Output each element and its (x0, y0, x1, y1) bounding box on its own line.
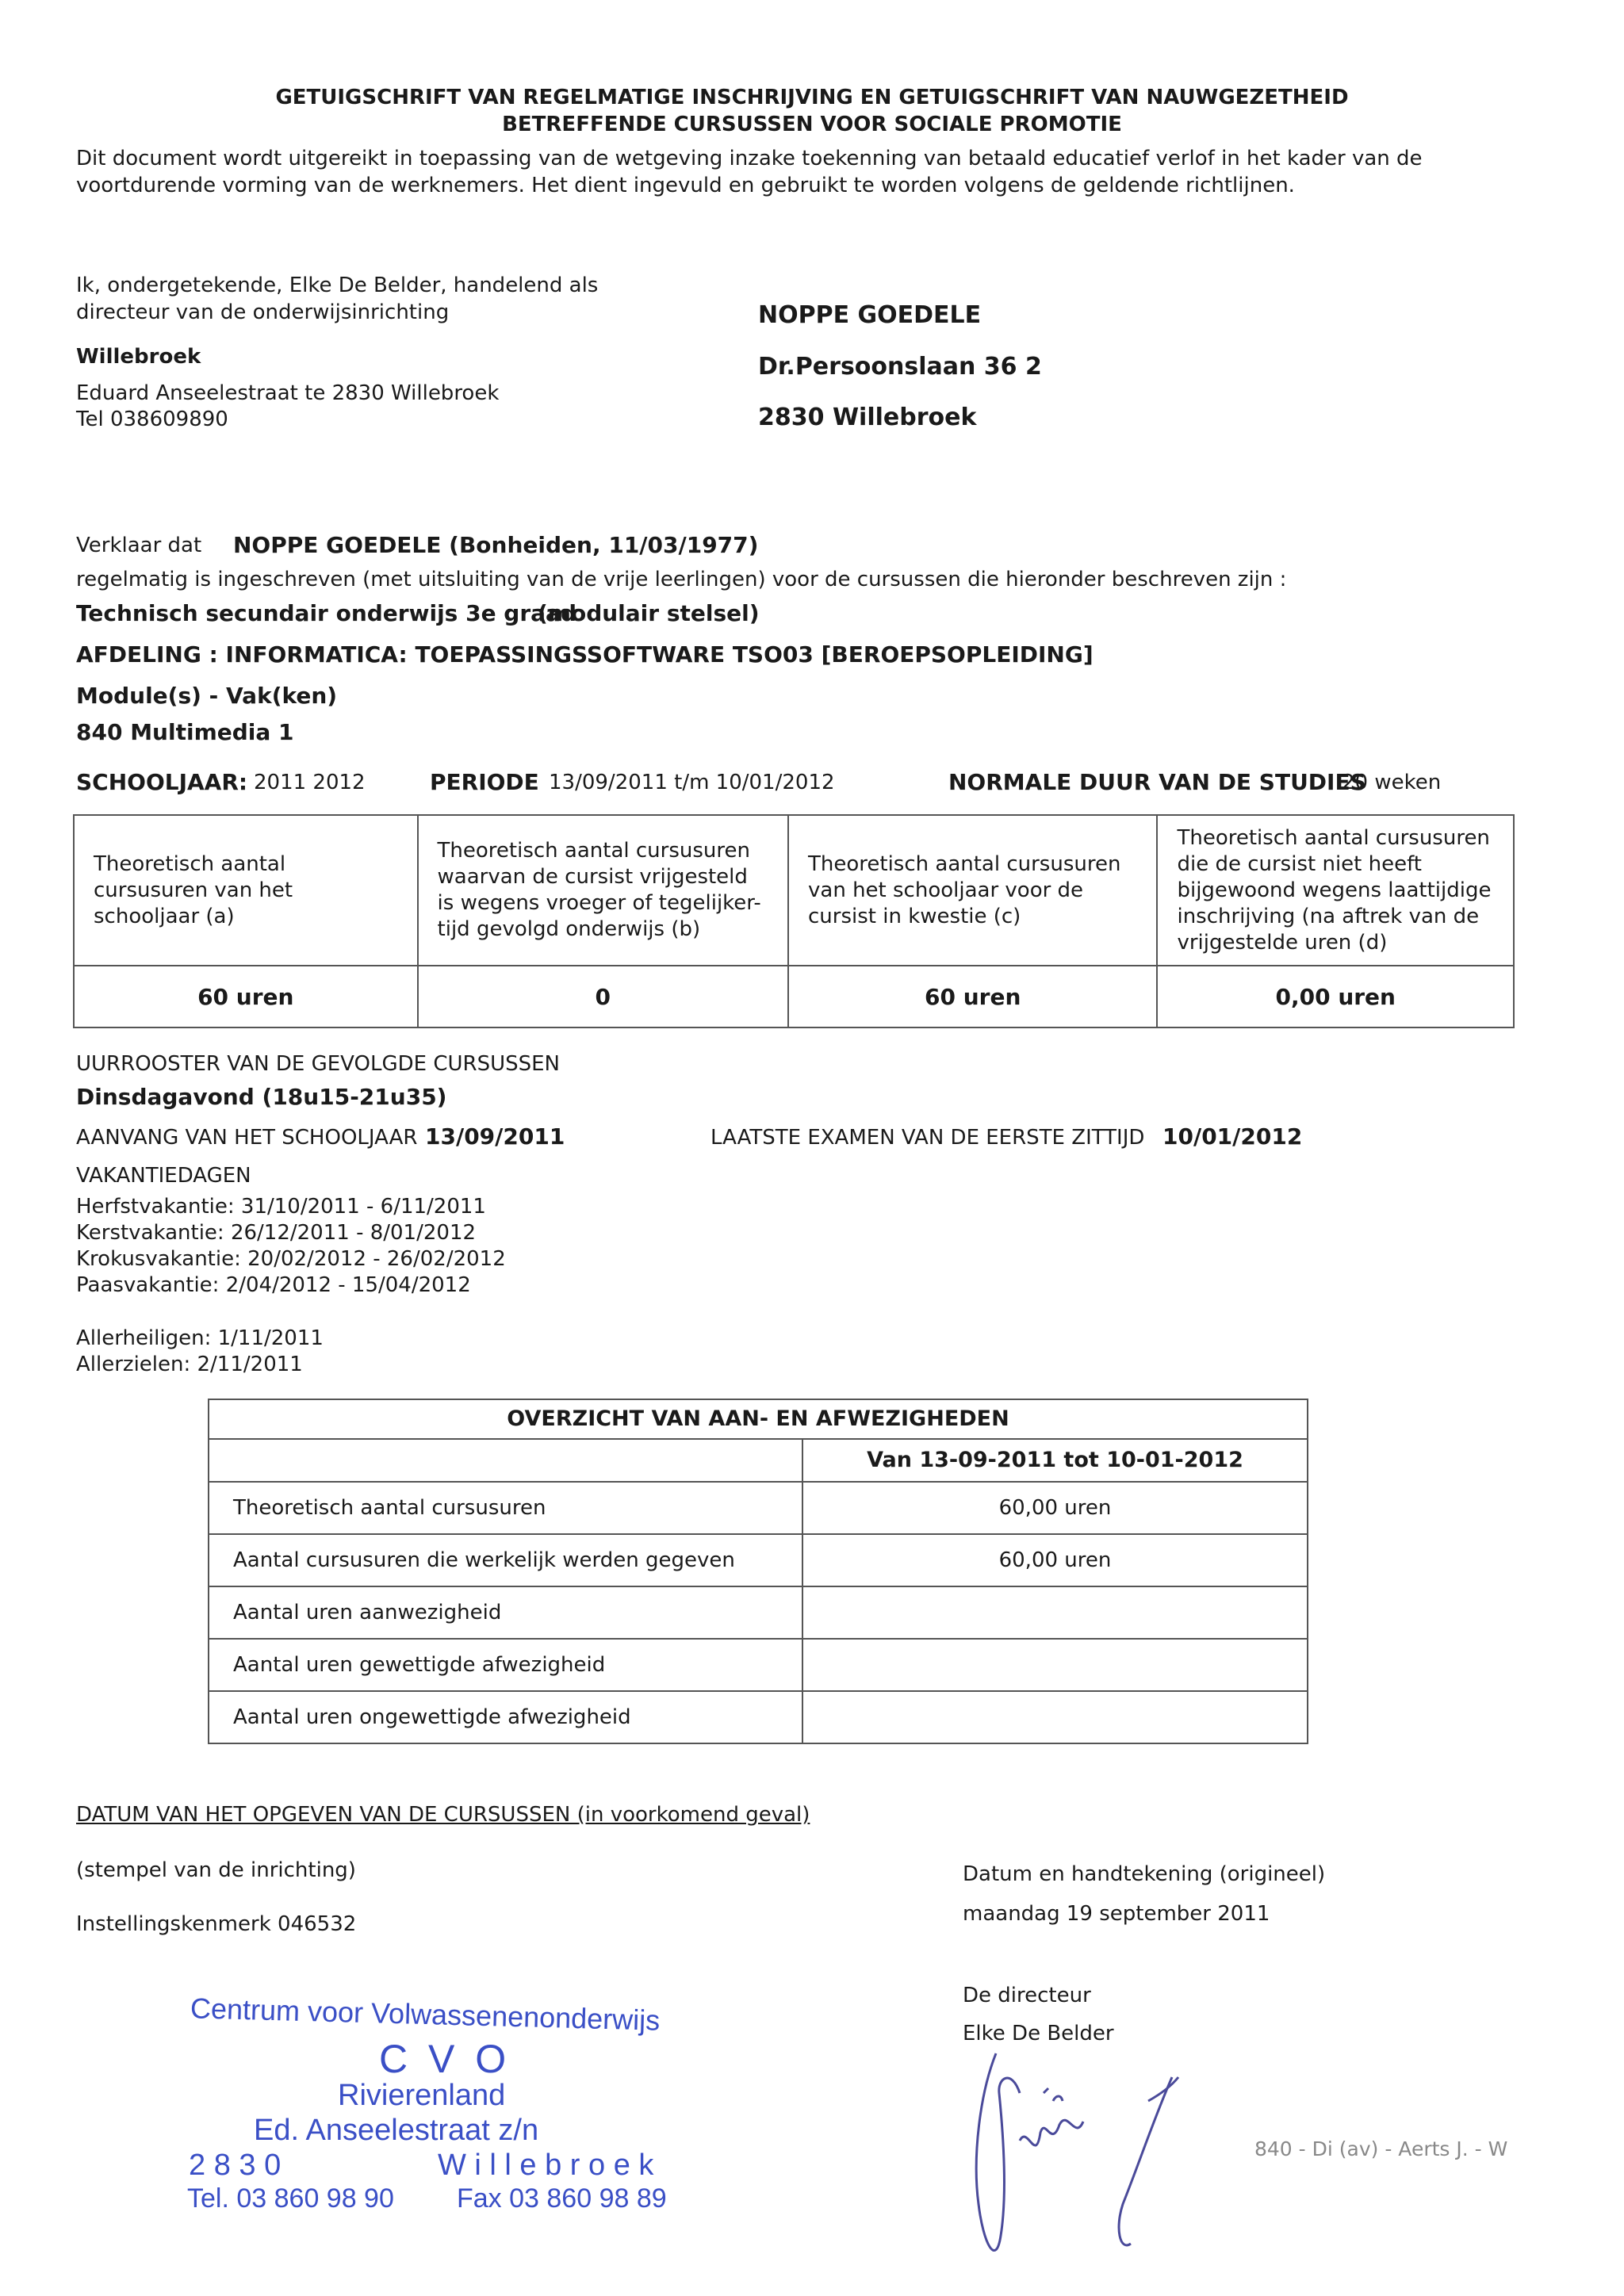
table-row (209, 1534, 1308, 1586)
director-name: Elke De Belder (963, 2022, 1114, 2045)
institution-code: Instellingskenmerk 046532 (76, 1912, 357, 1936)
stamp-postcode: 2 8 3 0 (189, 2149, 282, 2182)
exam-value: 10/01/2012 (1162, 1123, 1303, 1150)
attendance-row-value (802, 1639, 1308, 1691)
date-signature-label: Datum en handtekening (origineel) (963, 1862, 1326, 1886)
hours-table-value-row (74, 966, 1514, 1027)
module-name: 840 Multimedia 1 (76, 719, 294, 745)
education-system: (modulair stelsel) (538, 600, 760, 626)
duration-label: NORMALE DUUR VAN DE STUDIES (948, 769, 1366, 795)
table-row (209, 1691, 1308, 1743)
attendance-title-row (209, 1399, 1308, 1439)
hours-value-b: 0 (418, 966, 788, 1027)
stamp-fax: Fax 03 860 98 89 (457, 2183, 667, 2214)
attendance-period-row (209, 1439, 1308, 1482)
hours-header-c: Theoretisch aantal cursusuren van het schooljaar voor de cursist in kwestie (c) (788, 815, 1157, 966)
director-label: De directeur (963, 1984, 1091, 2007)
hours-header-a: Theoretisch aantal cursusuren van het schooljaar (a) (74, 815, 418, 966)
attendance-row-label: Aantal cursusuren die werkelijk werden gegeven (209, 1534, 802, 1586)
recipient-city: 2830 Willebroek (758, 404, 977, 431)
hours-header-d: Theoretisch aantal cursusuren die de cursist niet heeft bijgewoond wegens laattijdige inschrijving (na aftrek van de vrijgestelde uren (d) (1157, 815, 1514, 966)
education-type: Technisch secundair onderwijs 3e graad (76, 600, 576, 626)
reference-code: 840 - Di (av) - Aerts J. - W (1254, 2137, 1508, 2160)
hours-table (73, 814, 1515, 1028)
attendance-period-blank (209, 1439, 802, 1482)
table-row (209, 1482, 1308, 1534)
student-name: NOPPE GOEDELE (Bonheiden, 11/03/1977) (233, 532, 759, 558)
stamp-town: W i l l e b r o e k (438, 2149, 654, 2182)
document-title-line1: GETUIGSCHRIFT VAN REGELMATIGE INSCHRIJVING EN GETUIGSCHRIFT VAN NAUWGEZETHEID (275, 86, 1349, 109)
attendance-row-value: 60,00 uren (802, 1482, 1308, 1534)
declaration-text: regelmatig is ingeschreven (met uitsluiting van de vrije leerlingen) voor de cursussen die hieronder beschreven zijn : (76, 568, 1287, 591)
stamp-note: (stempel van de inrichting) (76, 1858, 356, 1882)
attendance-row-label: Aantal uren aanwezigheid (209, 1586, 802, 1639)
signature-date: maandag 19 september 2011 (963, 1902, 1270, 1926)
holiday-item: Krokusvakantie: 20/02/2012 - 26/02/2012 (76, 1247, 506, 1271)
hours-table-header-row (74, 815, 1514, 966)
exam-label: LAATSTE EXAMEN VAN DE EERSTE ZITTIJD (710, 1126, 1145, 1150)
signatory-line2: directeur van de onderwijsinrichting (76, 300, 450, 324)
hours-value-a: 60 uren (74, 966, 418, 1027)
start-label: AANVANG VAN HET SCHOOLJAAR (76, 1126, 418, 1150)
stamp-line4: Ed. Anseelestraat z/n (254, 2114, 539, 2147)
department: AFDELING : INFORMATICA: TOEPASSINGSSOFTWARE TSO03 [BEROEPSOPLEIDING] (76, 641, 1094, 668)
attendance-row-value (802, 1691, 1308, 1743)
end-date-label: DATUM VAN HET OPGEVEN VAN DE CURSUSSEN (in voorkomend geval) (76, 1803, 810, 1827)
attendance-period: Van 13-09-2011 tot 10-01-2012 (802, 1439, 1308, 1482)
declaration-label: Verklaar dat (76, 534, 202, 557)
period-value: 13/09/2011 t/m 10/01/2012 (549, 771, 835, 794)
school-phone: Tel 038609890 (76, 408, 228, 431)
holiday-item: Paasvakantie: 2/04/2012 - 15/04/2012 (76, 1273, 471, 1297)
attendance-row-label: Aantal uren gewettigde afwezigheid (209, 1639, 802, 1691)
table-row (209, 1639, 1308, 1691)
stamp-line3: Rivierenland (338, 2079, 506, 2112)
attendance-table (208, 1399, 1308, 1744)
table-row (209, 1586, 1308, 1639)
modules-label: Module(s) - Vak(ken) (76, 683, 338, 709)
director-signature (964, 2045, 1250, 2283)
duration-value: 20 weken (1342, 771, 1442, 794)
schoolyear-value: 2011 2012 (254, 771, 366, 794)
attendance-row-value (802, 1586, 1308, 1639)
start-value: 13/09/2011 (425, 1123, 565, 1150)
schedule-label: UURROOSTER VAN DE GEVOLGDE CURSUSSEN (76, 1052, 560, 1076)
hours-header-b: Theoretisch aantal cursusuren waarvan de cursist vrijgesteld is wegens vroeger of tegelijker-tijd gevolgd onderwijs (b) (418, 815, 788, 966)
holiday-extra: Allerzielen: 2/11/2011 (76, 1353, 303, 1376)
attendance-title: OVERZICHT VAN AAN- EN AFWEZIGHEDEN (209, 1399, 1308, 1439)
school-address: Eduard Anseelestraat te 2830 Willebroek (76, 381, 500, 405)
document-title-line2: BETREFFENDE CURSUSSEN VOOR SOCIALE PROMOTIE (502, 113, 1122, 136)
school-name: Willebroek (76, 345, 201, 369)
recipient-name: NOPPE GOEDELE (758, 301, 982, 329)
attendance-row-label: Aantal uren ongewettigde afwezigheid (209, 1691, 802, 1743)
holiday-item: Kerstvakantie: 26/12/2011 - 8/01/2012 (76, 1221, 477, 1245)
schoolyear-label: SCHOOLJAAR: (76, 769, 248, 795)
intro-text: Dit document wordt uitgereikt in toepassing van de wetgeving inzake toekenning van betaald educatief verlof in het kader van de voortdurende vorming van de werknemers. Het dient ingevuld en gebruikt te worden volgens de geldende richtlijnen. (76, 147, 1423, 197)
stamp-tel: Tel. 03 860 98 90 (187, 2183, 394, 2214)
stamp-line2: C V O (379, 2037, 511, 2081)
stamp-line1: Centrum voor Volwassenenonderwijs (190, 1992, 661, 2037)
holiday-item: Herfstvakantie: 31/10/2011 - 6/11/2011 (76, 1195, 486, 1219)
holiday-extra: Allerheiligen: 1/11/2011 (76, 1326, 324, 1350)
recipient-street: Dr.Persoonslaan 36 2 (758, 353, 1042, 381)
hours-value-c: 60 uren (788, 966, 1157, 1027)
attendance-row-label: Theoretisch aantal cursusuren (209, 1482, 802, 1534)
schedule-value: Dinsdagavond (18u15-21u35) (76, 1084, 447, 1110)
period-label: PERIODE (430, 769, 539, 795)
signatory-line1: Ik, ondergetekende, Elke De Belder, handelend als (76, 274, 599, 297)
hours-value-d: 0,00 uren (1157, 966, 1514, 1027)
holidays-label: VAKANTIEDAGEN (76, 1164, 251, 1188)
attendance-row-value: 60,00 uren (802, 1534, 1308, 1586)
